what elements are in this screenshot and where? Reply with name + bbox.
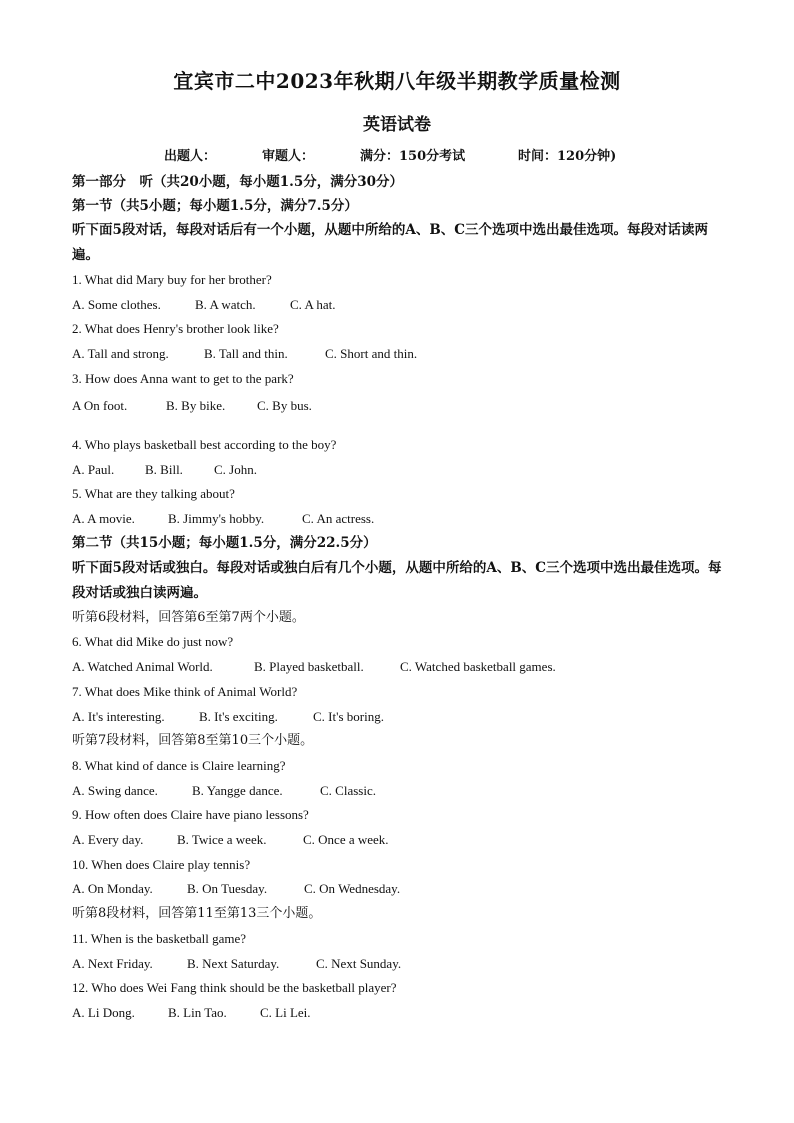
q7-option-a: A. It's interesting. — [72, 709, 165, 724]
q10-option-c: C. On Wednesday. — [304, 881, 401, 896]
question-7: 7. What does Mike think of Animal World? — [72, 684, 298, 699]
q12-option-c: C. Li Lei. — [260, 1005, 311, 1020]
q10-option-b: B. On Tuesday. — [187, 881, 268, 896]
q8-option-b: B. Yangge dance. — [192, 783, 283, 798]
q8-option-a: A. Swing dance. — [72, 783, 158, 798]
material-6-note: 听第6段材料，回答第6至第7两个小题。 — [72, 610, 305, 625]
q2-option-a: A. Tall and strong. — [72, 346, 169, 361]
q3-option-c: C. By bus. — [257, 398, 312, 413]
q11-option-c: C. Next Sunday. — [316, 956, 402, 971]
question-12: 12. Who does Wei Fang think should be the basketball player? — [72, 980, 397, 995]
q12-option-a: A. Li Dong. — [72, 1005, 135, 1020]
q2-option-b: B. Tall and thin. — [204, 346, 288, 361]
q6-option-a: A. Watched Animal World. — [72, 659, 213, 674]
q9-option-b: B. Twice a week. — [177, 832, 267, 847]
question-2: 2. What does Henry's brother look like? — [72, 321, 279, 336]
q8-option-c: C. Classic. — [320, 783, 376, 798]
q4-option-a: A. Paul. — [72, 462, 115, 477]
section1-instruction: 听下面5段对话，每段对话后有一个小题，从题中所给的A、B、C三个选项中选出最佳选项。每段对话读两遍。 — [72, 222, 709, 263]
material-8-note: 听第8段材料，回答第11至第13三个小题。 — [72, 906, 322, 921]
question-10: 10. When does Claire play tennis? — [72, 857, 251, 872]
q7-option-c: C. It's boring. — [313, 709, 384, 724]
section1-heading: 第一节（共5小题；每小题1.5分，满分7.5分） — [72, 198, 358, 214]
q5-option-a: A. A movie. — [72, 511, 135, 526]
section2-instruction: 听下面5段对话或独白。每段对话或独白后有几个小题，从题中所给的A、B、C三个选项中选出最佳选项。每段对话或独白读两遍。 — [72, 560, 722, 601]
q6-option-c: C. Watched basketball games. — [400, 659, 556, 674]
question-8: 8. What kind of dance is Claire learning? — [72, 758, 286, 773]
q4-option-b: B. Bill. — [145, 462, 183, 477]
exam-title: 宜宾市二中2023年秋期八年级半期教学质量检测 — [173, 69, 621, 93]
question-1: 1. What did Mary buy for her brother? — [72, 272, 272, 287]
q4-option-c: C. John. — [214, 462, 257, 477]
question-5: 5. What are they talking about? — [72, 486, 235, 501]
q1-option-c: C. A hat. — [290, 297, 336, 312]
q1-option-b: B. A watch. — [195, 297, 256, 312]
reviewer-label: 审题人： — [262, 149, 315, 164]
material-7-note: 听第7段材料，回答第8至第10三个小题。 — [72, 733, 314, 748]
full-score-label: 满分：150分考试 — [360, 149, 466, 164]
q11-option-b: B. Next Saturday. — [187, 956, 280, 971]
question-9: 9. How often does Claire have piano lessons? — [72, 807, 309, 822]
q5-option-c: C. An actress. — [302, 511, 375, 526]
q2-option-c: C. Short and thin. — [325, 346, 418, 361]
part1-heading: 第一部分 听（共20小题，每小题1.5分，满分30分） — [72, 174, 404, 190]
setter-label: 出题人： — [164, 149, 217, 164]
q12-option-b: B. Lin Tao. — [168, 1005, 227, 1020]
question-11: 11. When is the basketball game? — [72, 931, 247, 946]
q3-option-a: A On foot. — [72, 398, 128, 413]
time-label: 时间：120分钟) — [518, 149, 617, 164]
q6-option-b: B. Played basketball. — [254, 659, 364, 674]
question-6: 6. What did Mike do just now? — [72, 634, 234, 649]
section2-heading: 第二节（共15小题；每小题1.5分，满分22.5分） — [72, 535, 377, 551]
q9-option-c: C. Once a week. — [303, 832, 389, 847]
q11-option-a: A. Next Friday. — [72, 956, 153, 971]
exam-subtitle: 英语试卷 — [363, 115, 431, 135]
question-4: 4. Who plays basketball best according to the boy? — [72, 437, 337, 452]
q5-option-b: B. Jimmy's hobby. — [168, 511, 265, 526]
q7-option-b: B. It's exciting. — [199, 709, 278, 724]
q3-option-b: B. By bike. — [166, 398, 226, 413]
q1-option-a: A. Some clothes. — [72, 297, 161, 312]
question-3: 3. How does Anna want to get to the park? — [72, 371, 294, 386]
q9-option-a: A. Every day. — [72, 832, 144, 847]
q10-option-a: A. On Monday. — [72, 881, 153, 896]
